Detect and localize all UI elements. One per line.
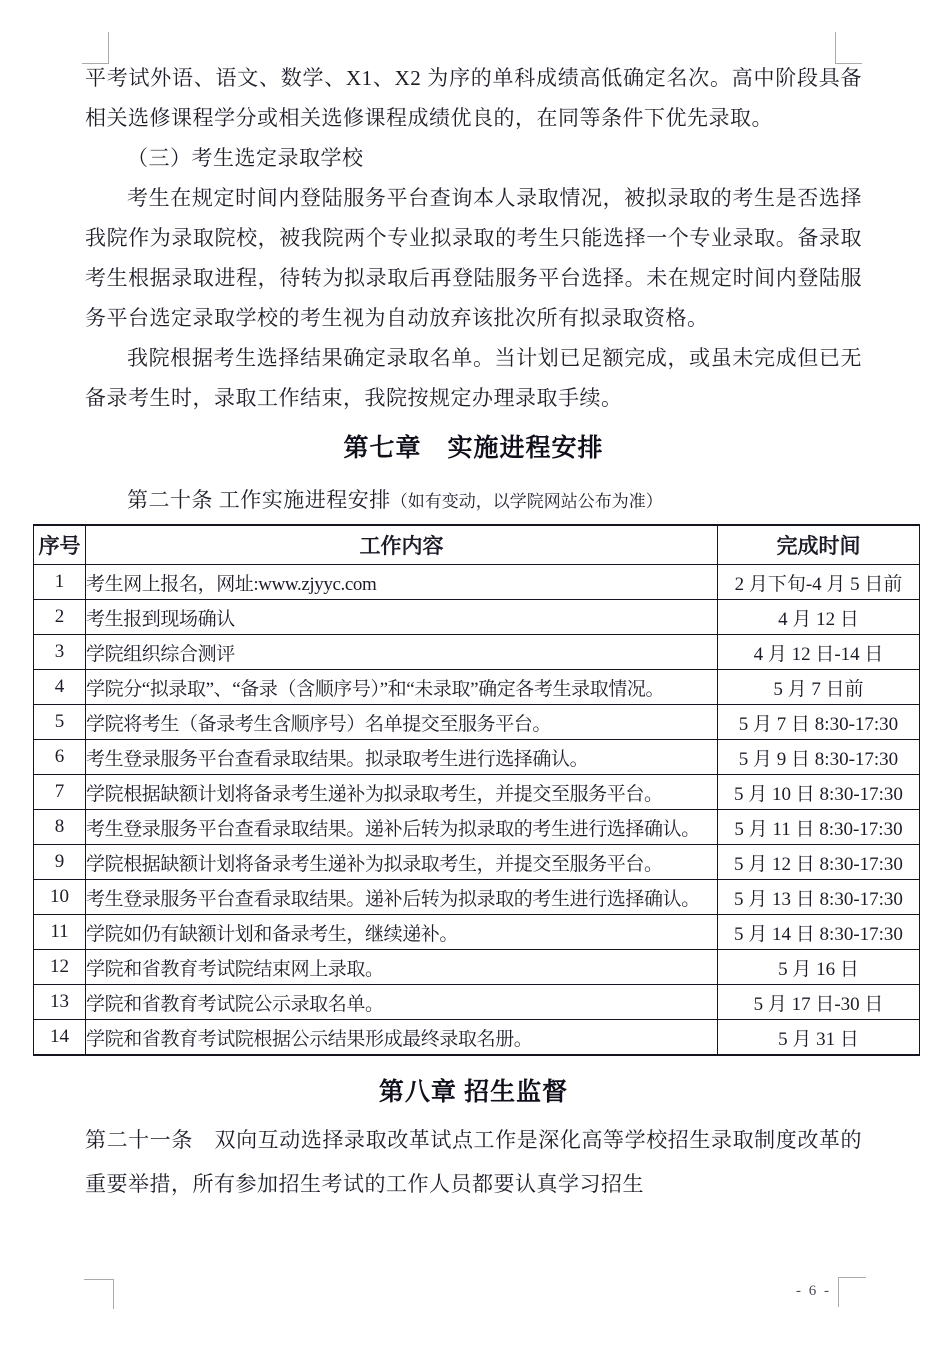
schedule-table-header-row [34, 525, 920, 565]
row-content-cell: 考生报到现场确认 [86, 600, 718, 635]
schedule-table-row [34, 600, 920, 635]
paragraph-platform-selection: 考生在规定时间内登陆服务平台查询本人录取情况，被拟录取的考生是否选择我院作为录取院校，被我院两个专业拟录取的考生只能选择一个专业录取。备录取考生根据录取进程，待转为拟录取后再登陆服务平台选择。未在规定时间内登陆服务平台选定录取学校的考生视为自动放弃该批次所有拟录取资格。 [85, 186, 862, 330]
schedule-table-row [34, 880, 920, 915]
row-no-cell: 10 [34, 880, 86, 915]
paragraph-admission-list: 我院根据考生选择结果确定录取名单。当计划已足额完成，或虽未完成但已无备录考生时，录取工作结束，我院按规定办理录取手续。 [85, 346, 862, 410]
schedule-table-row [34, 985, 920, 1020]
row-time-cell: 5 月 11 日 8:30-17:30 [718, 810, 920, 845]
row-time-cell: 5 月 17 日-30 日 [718, 985, 920, 1020]
row-time-cell: 5 月 14 日 8:30-17:30 [718, 915, 920, 950]
subsection-3-heading: （三）考生选定录取学校 [127, 146, 364, 170]
schedule-table-row [34, 810, 920, 845]
row-no-cell: 9 [34, 845, 86, 880]
chapter-8-title: 第八章 招生监督 [378, 1079, 569, 1106]
row-no-cell: 2 [34, 600, 86, 635]
schedule-table-row [34, 740, 920, 775]
row-time-cell: 5 月 31 日 [718, 1020, 920, 1056]
schedule-table-body [34, 565, 920, 1056]
row-no-cell: 6 [34, 740, 86, 775]
schedule-table-row [34, 670, 920, 705]
schedule-table-row [34, 775, 920, 810]
row-time-cell: 4 月 12 日 [718, 600, 920, 635]
row-time-cell: 5 月 12 日 8:30-17:30 [718, 845, 920, 880]
row-content-cell: 学院和省教育考试院公示录取名单。 [86, 985, 718, 1020]
margin-corner-mark-bottom-left [84, 1279, 114, 1309]
row-time-cell: 5 月 13 日 8:30-17:30 [718, 880, 920, 915]
row-time-cell: 4 月 12 日-14 日 [718, 635, 920, 670]
schedule-table-row [34, 915, 920, 950]
row-time-cell: 5 月 9 日 8:30-17:30 [718, 740, 920, 775]
column-header-content: 工作内容 [86, 525, 718, 565]
clause-20-note: （如有变动，以学院网站公布为准） [390, 492, 663, 511]
column-header-time: 完成时间 [718, 525, 920, 565]
row-time-cell: 2 月下旬-4 月 5 日前 [718, 565, 920, 600]
schedule-table-row [34, 950, 920, 985]
row-no-cell: 7 [34, 775, 86, 810]
margin-corner-mark-top-left [82, 32, 109, 64]
row-content-cell: 学院组织综合测评 [86, 635, 718, 670]
row-no-cell: 8 [34, 810, 86, 845]
row-time-cell: 5 月 7 日 8:30-17:30 [718, 705, 920, 740]
row-no-cell: 1 [34, 565, 86, 600]
page-number: - 6 - [796, 1283, 831, 1299]
row-content-cell: 考生网上报名，网址:www.zjyyc.com [86, 565, 718, 600]
row-content-cell: 考生登录服务平台查看录取结果。拟录取考生进行选择确认。 [86, 740, 718, 775]
clause-20-line [85, 480, 862, 522]
column-header-no: 序号 [34, 525, 86, 565]
schedule-table-row [34, 845, 920, 880]
schedule-table-row [34, 1020, 920, 1056]
row-content-cell: 学院和省教育考试院根据公示结果形成最终录取名册。 [86, 1020, 718, 1056]
row-content-cell: 学院根据缺额计划将备录考生递补为拟录取考生，并提交至服务平台。 [86, 845, 718, 880]
paragraph-clause-21: 第二十一条 双向互动选择录取改革试点工作是深化高等学校招生录取制度改革的重要举措，所有参加招生考试的工作人员都要认真学习招生 [85, 1128, 862, 1196]
schedule-table-row [34, 705, 920, 740]
row-time-cell: 5 月 16 日 [718, 950, 920, 985]
row-no-cell: 5 [34, 705, 86, 740]
schedule-table-row [34, 635, 920, 670]
schedule-table-row [34, 565, 920, 600]
margin-corner-mark-bottom-right [838, 1277, 866, 1307]
clause-20-label: 第二十条 工作实施进程安排 [127, 488, 391, 512]
paragraph-continued: 平考试外语、语文、数学、X1、X2 为序的单科成绩高低确定名次。高中阶段具备相关选修课程学分或相关选修课程成绩优良的，在同等条件下优先录取。 [85, 66, 862, 130]
row-no-cell: 3 [34, 635, 86, 670]
row-content-cell: 学院根据缺额计划将备录考生递补为拟录取考生，并提交至服务平台。 [86, 775, 718, 810]
row-no-cell: 12 [34, 950, 86, 985]
row-time-cell: 5 月 10 日 8:30-17:30 [718, 775, 920, 810]
row-content-cell: 考生登录服务平台查看录取结果。递补后转为拟录取的考生进行选择确认。 [86, 810, 718, 845]
row-content-cell: 学院将考生（备录考生含顺序号）名单提交至服务平台。 [86, 705, 718, 740]
row-no-cell: 14 [34, 1020, 86, 1056]
margin-corner-mark-top-right [835, 32, 862, 64]
row-content-cell: 学院和省教育考试院结束网上录取。 [86, 950, 718, 985]
row-content-cell: 学院分“拟录取”、“备录（含顺序号）”和“未录取”确定各考生录取情况。 [86, 670, 718, 705]
row-no-cell: 4 [34, 670, 86, 705]
schedule-table [33, 524, 920, 1056]
row-time-cell: 5 月 7 日前 [718, 670, 920, 705]
row-no-cell: 11 [34, 915, 86, 950]
row-no-cell: 13 [34, 985, 86, 1020]
chapter-7-title: 第七章 实施进程安排 [343, 435, 604, 462]
row-content-cell: 学院如仍有缺额计划和备录考生，继续递补。 [86, 915, 718, 950]
row-content-cell: 考生登录服务平台查看录取结果。递补后转为拟录取的考生进行选择确认。 [86, 880, 718, 915]
